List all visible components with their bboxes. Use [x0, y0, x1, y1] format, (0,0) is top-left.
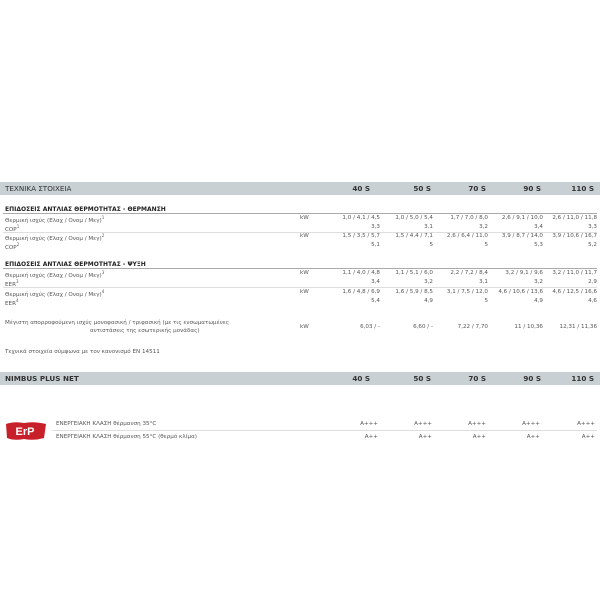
- row-label: Θερμική ισχύς (Ελαχ / Ονομ / Μεγ)$^1$: [5, 215, 105, 224]
- model-header: 110 S: [571, 184, 594, 193]
- model-header: 50 S: [413, 374, 431, 383]
- cell-value: 3,3: [371, 224, 380, 230]
- model-header: 40 S: [352, 374, 370, 383]
- nimbus-title: NIMBUS PLUS NET: [5, 374, 79, 383]
- cell-value: 2,6 / 6,4 / 11,0: [446, 233, 488, 239]
- cell-value: 3,1: [479, 279, 488, 285]
- cell-value: 4,6 / 12,5 / 16,6: [552, 289, 597, 295]
- cell-value: A++: [418, 434, 432, 440]
- cell-value: 5,2: [588, 242, 597, 248]
- model-header: 70 S: [468, 374, 486, 383]
- cell-value: 5: [484, 298, 488, 304]
- cell-value: 2,9: [588, 279, 597, 285]
- cell-value: A++: [472, 434, 486, 440]
- model-header: 90 S: [523, 374, 541, 383]
- row-label-continued: αντιστάσεις της εσωτερικής μονάδας): [90, 328, 200, 334]
- model-header: 50 S: [413, 184, 431, 193]
- row-unit: kW: [300, 270, 309, 276]
- cell-value: 2,6 / 11,0 / 11,8: [552, 215, 597, 221]
- cell-value: 1,0 / 4,1 / 4,5: [342, 215, 380, 221]
- cell-value: 3,2: [479, 224, 488, 230]
- row-unit: kW: [300, 289, 309, 295]
- cell-value: A++: [364, 434, 378, 440]
- erp-logo: [4, 420, 48, 442]
- row-label: Θερμική ισχύς (Ελαχ / Ονομ / Μεγ)$^3$: [5, 270, 105, 279]
- row-unit: kW: [300, 233, 309, 239]
- cell-value: 1,7 / 7,0 / 8,0: [450, 215, 488, 221]
- cell-value: 5: [484, 242, 488, 248]
- heating-section-title: ΕΠΙΔΟΣΕΙΣ ΑΝΤΛΙΑΣ ΘΕΡΜΟΤΗΤΑΣ - ΘΕΡΜΑΝΣΗ: [5, 206, 166, 213]
- cell-value: 4,9: [424, 298, 433, 304]
- cell-value: 2,6 / 9,1 / 10,0: [501, 215, 543, 221]
- cell-value: 3,4: [534, 224, 543, 230]
- row-label: COP$^2$: [5, 242, 20, 251]
- row-label: Θερμική ισχύς (Ελαχ / Ονομ / Μεγ)$^2$: [5, 233, 105, 242]
- cell-value: 1,6 / 5,9 / 8,5: [395, 289, 433, 295]
- model-header: 90 S: [523, 184, 541, 193]
- cell-value: A+++: [414, 421, 432, 427]
- cell-value: 3,9 / 10,6 / 16,7: [552, 233, 597, 239]
- row-divider: [3, 287, 597, 288]
- row-unit: kW: [300, 324, 309, 330]
- row-label: EER$^4$: [5, 298, 19, 307]
- row-label: ΕΝΕΡΓΕΙΑΚΗ ΚΛΑΣΗ θέρμανση 55°C (θερμό κλίμα): [56, 434, 197, 440]
- standard-note: Τεχνικά στοιχεία σύμφωνα με τον κανονισμό EN 14511: [5, 349, 160, 355]
- row-label: EER$^3$: [5, 279, 19, 288]
- section-divider: [3, 213, 597, 214]
- cell-value: 3,9 / 8,7 / 14,0: [501, 233, 543, 239]
- cell-value: 1,1 / 5,1 / 6,0: [395, 270, 433, 276]
- cell-value: 3,1 / 7,5 / 12,0: [446, 289, 488, 295]
- cell-value: 5: [429, 242, 433, 248]
- section-divider: [3, 268, 597, 269]
- cell-value: 5,3: [534, 242, 543, 248]
- cell-value: 12,31 / 11,36: [559, 324, 597, 330]
- cell-value: 1,6 / 4,8 / 6,9: [342, 289, 380, 295]
- cell-value: 4,6: [588, 298, 597, 304]
- cell-value: 2,2 / 7,2 / 8,4: [450, 270, 488, 276]
- model-header: 110 S: [571, 374, 594, 383]
- cell-value: A+++: [360, 421, 378, 427]
- cell-value: 6,60 / -: [413, 324, 433, 330]
- cell-value: 7,22 / 7,70: [457, 324, 488, 330]
- cell-value: 3,2: [534, 279, 543, 285]
- cell-value: 3,1: [424, 224, 433, 230]
- cell-value: 5,1: [371, 242, 380, 248]
- tech-specs-title: ΤΕΧΝΙΚΑ ΣΤΟΙΧΕΙΑ: [5, 184, 72, 193]
- cell-value: 6,03 / -: [360, 324, 380, 330]
- row-label: Θερμική ισχύς (Ελαχ / Ονομ / Μεγ)$^4$: [5, 289, 105, 298]
- cell-value: 1,1 / 4,0 / 4,8: [342, 270, 380, 276]
- cell-value: 1,5 / 3,5 / 5,7: [342, 233, 380, 239]
- cell-value: 11 / 10,36: [514, 324, 543, 330]
- cell-value: A++: [581, 434, 595, 440]
- cell-value: 1,0 / 5,0 / 5,4: [395, 215, 433, 221]
- row-label: ΕΝΕΡΓΕΙΑΚΗ ΚΛΑΣΗ θέρμανση 35°C: [56, 421, 157, 427]
- tech-specs-header: [0, 182, 600, 195]
- cell-value: A++: [526, 434, 540, 440]
- model-header: 40 S: [352, 184, 370, 193]
- nimbus-header: [0, 372, 600, 385]
- cell-value: A+++: [577, 421, 595, 427]
- cell-value: 3,2: [424, 279, 433, 285]
- cell-value: 4,6 / 10,6 / 13,6: [498, 289, 543, 295]
- row-divider: [52, 430, 597, 431]
- cooling-section-title: ΕΠΙΔΟΣΕΙΣ ΑΝΤΛΙΑΣ ΘΕΡΜΟΤΗΤΑΣ - ΨΥΞΗ: [5, 261, 146, 268]
- svg-text:ErP: ErP: [15, 426, 35, 438]
- cell-value: 3,3: [588, 224, 597, 230]
- row-label: COP$^1$: [5, 224, 20, 233]
- cell-value: A+++: [468, 421, 486, 427]
- cell-value: 3,2 / 9,1 / 9,6: [505, 270, 543, 276]
- cell-value: A+++: [522, 421, 540, 427]
- model-header: 70 S: [468, 184, 486, 193]
- cell-value: 3,4: [371, 279, 380, 285]
- cell-value: 1,5 / 4,4 / 7,1: [395, 233, 433, 239]
- cell-value: 4,9: [534, 298, 543, 304]
- cell-value: 5,4: [371, 298, 380, 304]
- row-label: Μέγιστη απορροφούμενη ισχύς μονοφασική / τριφασική (με τις ενσωματωμένες: [5, 320, 230, 326]
- cell-value: 3,2 / 11,0 / 11,7: [552, 270, 597, 276]
- row-unit: kW: [300, 215, 309, 221]
